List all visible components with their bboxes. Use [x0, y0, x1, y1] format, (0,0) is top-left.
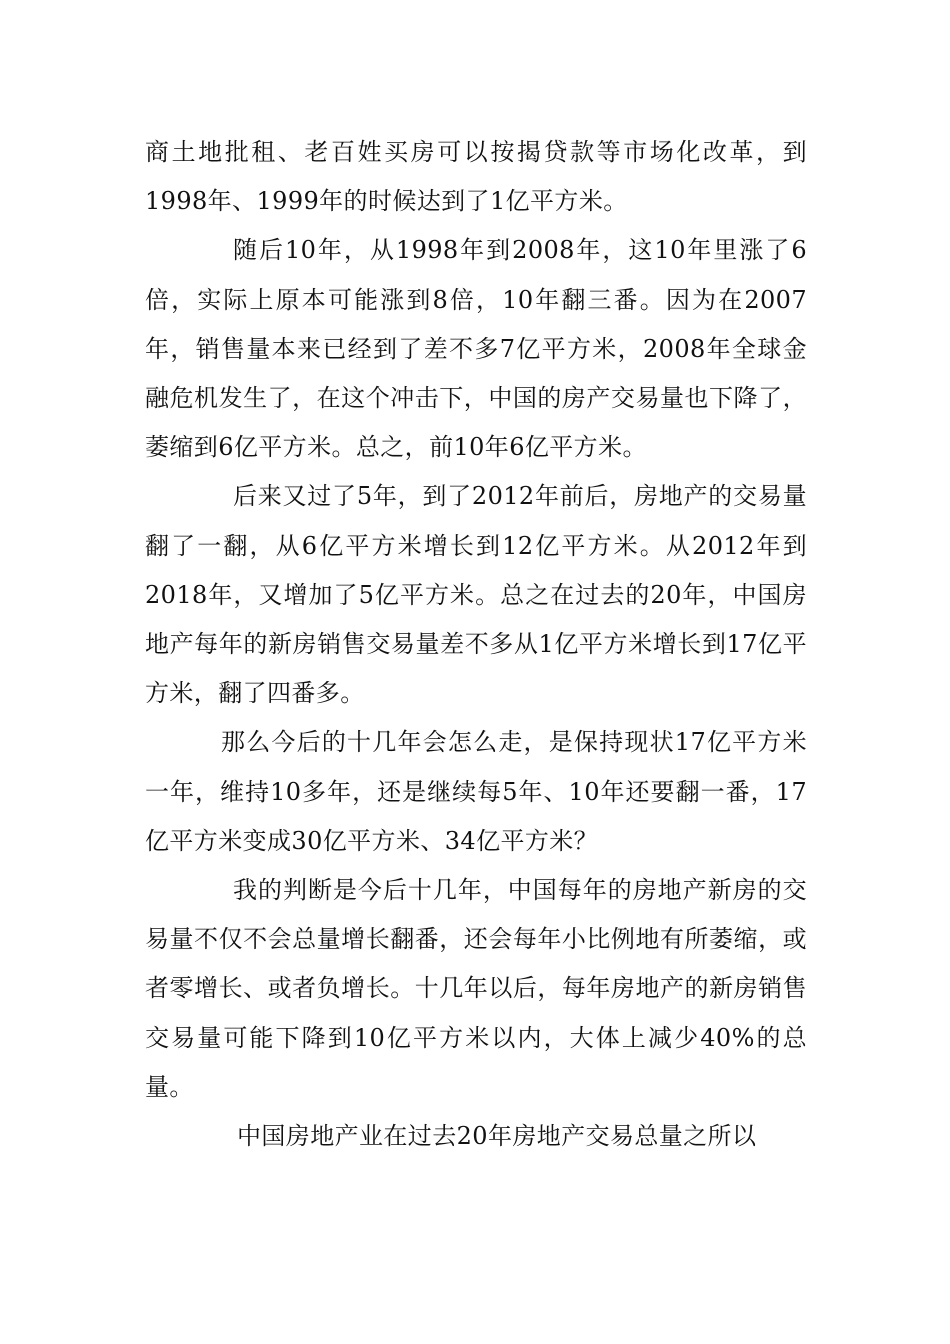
paragraph-1: 商土地批租、老百姓买房可以按揭贷款等市场化改革，到1998年、1999年的时候达到了1亿平方米。	[145, 138, 807, 216]
paragraph-6: 中国房地产业在过去20年房地产交易总量之所以	[237, 1122, 757, 1151]
document-body	[145, 128, 807, 1161]
paragraph-4: 那么今后的十几年会怎么走，是保持现状17亿平方米一年，维持10多年，还是继续每5年、10年还要翻一番，17亿平方米变成30亿平方米、34亿平方米？	[145, 728, 807, 855]
paragraph-2: 随后10年，从1998年到2008年，这10年里涨了6倍，实际上原本可能涨到8倍，10年翻三番。因为在2007年，销售量本来已经到了差不多7亿平方米，2008年全球金融危机发生了，在这个冲击下，中国的房产交易量也下降了，萎缩到6亿平方米。总之，前10年6亿平方米。	[145, 236, 807, 462]
paragraph-5: 我的判断是今后十几年，中国每年的房地产新房的交易量不仅不会总量增长翻番，还会每年小比例地有所萎缩，或者零增长、或者负增长。十几年以后，每年房地产的新房销售交易量可能下降到10亿平方米以内，大体上减少40%的总量。	[145, 876, 807, 1101]
paragraph-3: 后来又过了5年，到了2012年前后，房地产的交易量翻了一翻，从6亿平方米增长到12亿平方米。从2012年到2018年，又增加了5亿平方米。总之在过去的20年，中国房地产每年的新房销售交易量差不多从1亿平方米增长到17亿平方米，翻了四番多。	[145, 482, 807, 708]
